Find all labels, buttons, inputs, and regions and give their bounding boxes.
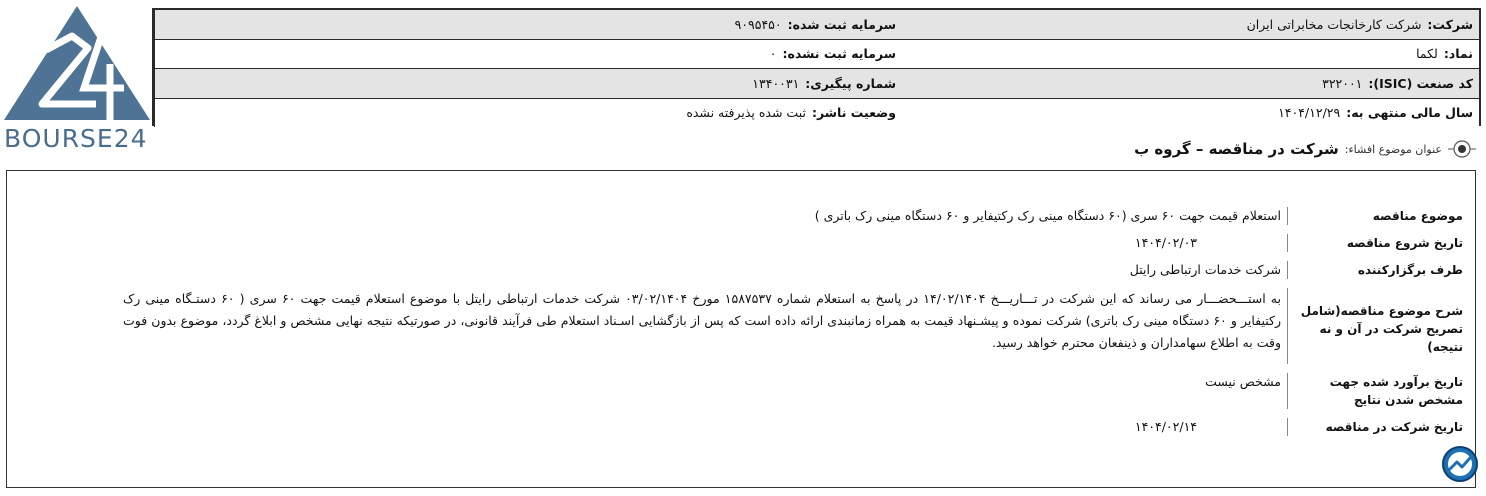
field-row xyxy=(123,288,1463,364)
field-value-estimated-result-date: مشخص نیست xyxy=(1205,374,1281,389)
info-value: ۱۳۴۰۰۳۱ xyxy=(752,75,800,91)
info-value: ۹۰۹۵۴۵۰ xyxy=(734,16,782,32)
info-label: وضعیت ناشر: xyxy=(811,105,896,121)
company-info-table xyxy=(152,8,1481,126)
field-label-start-date: تاریخ شروع مناقصه xyxy=(1287,234,1463,252)
field-label-participation-date: تاریخ شرکت در مناقصه xyxy=(1287,418,1463,436)
field-label-organizer: طرف برگزارکننده xyxy=(1287,261,1463,279)
bourse24-logo-icon xyxy=(2,4,152,126)
field-row xyxy=(123,418,1463,436)
info-label: سرمایه ثبت شده: xyxy=(787,16,896,32)
info-cell-fiscal-year xyxy=(902,99,1479,128)
info-cell-publisher-status xyxy=(154,99,902,128)
field-row xyxy=(123,373,1463,409)
info-row xyxy=(154,10,1479,40)
info-cell-company xyxy=(902,10,1479,39)
logo-text: BOURSE24 xyxy=(4,124,148,153)
info-value: ۰ xyxy=(769,46,777,62)
field-value-participation-date: ۱۴۰۴/۰۲/۱۴ xyxy=(1134,419,1197,434)
field-row xyxy=(123,207,1463,225)
info-row xyxy=(154,40,1479,70)
info-label: سال مالی منتهی به: xyxy=(1346,105,1473,121)
info-cell-unregistered-capital xyxy=(154,40,902,69)
tender-details-box xyxy=(6,170,1476,488)
field-row xyxy=(123,234,1463,252)
chart-badge-icon xyxy=(1441,445,1479,483)
field-label-description: شرح موضوع مناقصه(شامل تصریح شرکت در آن و نه نتیجه) xyxy=(1287,288,1463,364)
field-value-description: به استـــحضـــار می رساند که این شرکت در تـــاریـــخ ۱۴/۰۲/۱۴۰۴ در پاسخ به استعلام شماره ۱۵۸۷۵۳۷ مورخ ۰۳/۰۲/۱۴۰۴ شرکت خدمات ارتباطی رایتل با موضوع استعلام قیمت جهت ۶۰ سری ( ۶۰ دستـگاه مینی رک رکتیفایر و ۶۰ دستگاه مینی رک باتری) شرکت نموده و پیشـنهاد قیمت به همراه زمانبندی ارائه داده است که پس از بازگشایی اسـناد استعلام طی فرآیند قانونی، در صورتیکه نتیجه نهایی مشخص و ابلاغ گردد، موضوع بدون فوت وقت به اطلاع سهامداران و ذینفعان محترم خواهد رسید. xyxy=(123,291,1281,350)
info-value: ۱۴۰۴/۱۲/۲۹ xyxy=(1278,105,1341,121)
disclosure-topic xyxy=(1134,138,1476,160)
info-value: ۳۲۲۰۰۱ xyxy=(1322,75,1363,91)
info-label: کد صنعت (ISIC): xyxy=(1368,75,1473,91)
bourse24-logo xyxy=(2,4,152,153)
topic-label: عنوان موضوع افشاء: xyxy=(1344,142,1442,156)
field-label-subject: موضوع مناقصه xyxy=(1287,207,1463,225)
field-value-start-date: ۱۴۰۴/۰۲/۰۳ xyxy=(1134,235,1197,250)
info-label: نماد: xyxy=(1443,46,1473,62)
info-label: شماره پیگیری: xyxy=(805,75,896,91)
target-bullet-icon xyxy=(1448,138,1476,160)
info-row xyxy=(154,99,1479,128)
info-cell-registered-capital xyxy=(154,10,902,39)
info-label: سرمایه ثبت نشده: xyxy=(782,46,896,62)
tender-fields xyxy=(123,207,1463,445)
field-label-estimated-result-date: تاریخ برآورد شده جهت مشخص شدن نتایج xyxy=(1287,373,1463,409)
info-value: لکما xyxy=(1416,46,1438,62)
field-row xyxy=(123,261,1463,279)
info-cell-isic xyxy=(902,69,1479,98)
info-cell-tracking-number xyxy=(154,69,902,98)
info-row xyxy=(154,69,1479,99)
info-cell-symbol xyxy=(902,40,1479,69)
topic-value: شرکت در مناقصه – گروه ب xyxy=(1134,140,1339,158)
info-value: شرکت کارخانجات مخابراتی ایران xyxy=(1246,16,1422,32)
field-value-subject: استعلام قیمت جهت ۶۰ سری (۶۰ دستگاه مینی رک رکتیفایر و ۶۰ دستگاه مینی رک باتری ) xyxy=(814,208,1281,223)
info-value: ثبت شده پذیرفته نشده xyxy=(686,105,806,121)
field-value-organizer: شرکت خدمات ارتباطی رایتل xyxy=(1129,262,1281,277)
info-label: شرکت: xyxy=(1427,16,1473,32)
